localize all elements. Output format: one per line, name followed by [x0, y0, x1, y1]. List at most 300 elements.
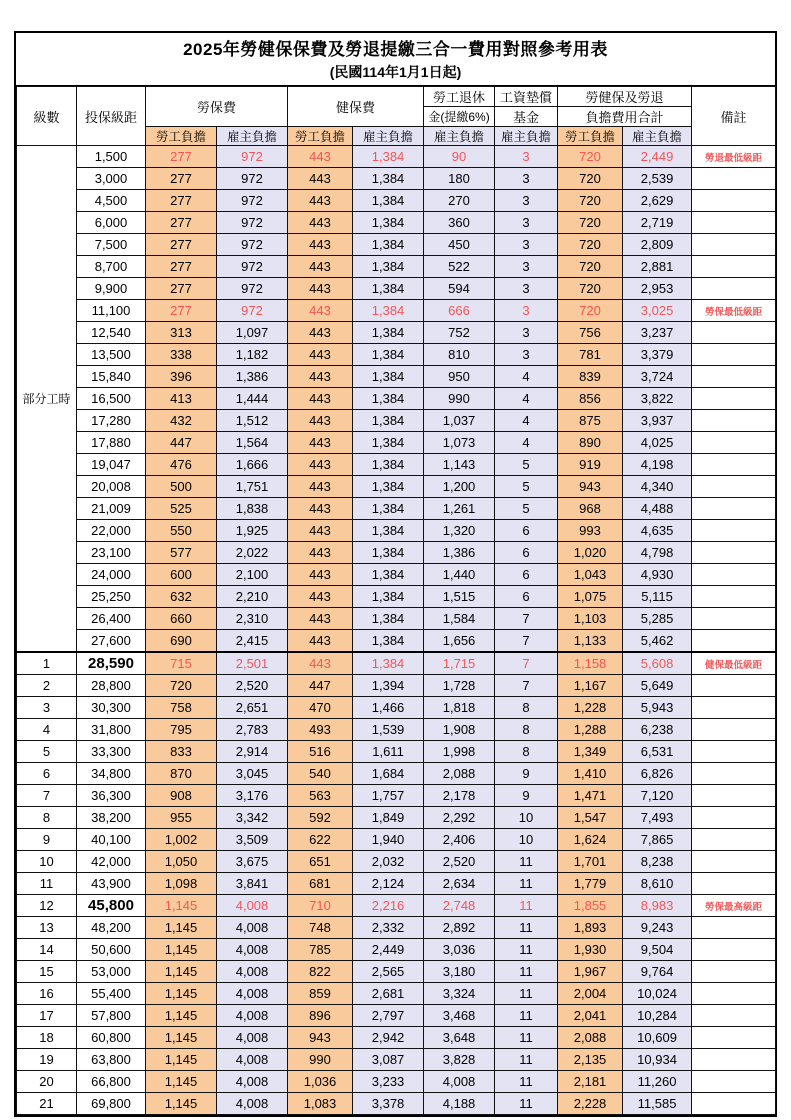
table-row: [17, 741, 776, 763]
table-row: [17, 410, 776, 432]
value-cell: 5,462: [623, 630, 692, 653]
value-cell: 8,610: [623, 873, 692, 895]
value-cell: 10,934: [623, 1049, 692, 1071]
value-cell: 1,384: [353, 344, 424, 366]
value-cell: 4,008: [424, 1071, 495, 1093]
bracket-cell: 60,800: [77, 1027, 146, 1049]
bracket-cell: 19,047: [77, 454, 146, 476]
value-cell: 1,444: [217, 388, 288, 410]
value-cell: 1,020: [558, 542, 623, 564]
value-cell: 1,145: [146, 939, 217, 961]
note-cell: [692, 697, 776, 719]
value-cell: 180: [424, 168, 495, 190]
value-cell: 443: [288, 212, 353, 234]
level-cell: 14: [17, 939, 77, 961]
value-cell: 1,967: [558, 961, 623, 983]
value-cell: 2,032: [353, 851, 424, 873]
note-cell: [692, 278, 776, 300]
table-row: [17, 212, 776, 234]
table-row: [17, 719, 776, 741]
level-cell: 1: [17, 652, 77, 675]
value-cell: 1,584: [424, 608, 495, 630]
value-cell: 2,415: [217, 630, 288, 653]
value-cell: 3: [495, 278, 558, 300]
value-cell: 875: [558, 410, 623, 432]
value-cell: 720: [558, 168, 623, 190]
value-cell: 1,930: [558, 939, 623, 961]
value-cell: 972: [217, 278, 288, 300]
bracket-cell: 17,880: [77, 432, 146, 454]
value-cell: 1,386: [424, 542, 495, 564]
value-cell: 2,100: [217, 564, 288, 586]
value-cell: 6,826: [623, 763, 692, 785]
value-cell: 3,176: [217, 785, 288, 807]
bracket-cell: 11,100: [77, 300, 146, 322]
value-cell: 4,798: [623, 542, 692, 564]
value-cell: 3,045: [217, 763, 288, 785]
value-cell: 1,838: [217, 498, 288, 520]
value-cell: 690: [146, 630, 217, 653]
value-cell: 1,320: [424, 520, 495, 542]
value-cell: 1,073: [424, 432, 495, 454]
note-cell: [692, 1005, 776, 1027]
value-cell: 822: [288, 961, 353, 983]
value-cell: 3,828: [424, 1049, 495, 1071]
value-cell: 943: [288, 1027, 353, 1049]
level-cell: 9: [17, 829, 77, 851]
value-cell: 1,075: [558, 586, 623, 608]
bracket-cell: 42,000: [77, 851, 146, 873]
value-cell: 5: [495, 454, 558, 476]
value-cell: 3,180: [424, 961, 495, 983]
header-labor-employer: 雇主負擔: [217, 127, 288, 146]
bracket-cell: 43,900: [77, 873, 146, 895]
bracket-cell: 40,100: [77, 829, 146, 851]
value-cell: 715: [146, 652, 217, 675]
value-cell: 4,025: [623, 432, 692, 454]
value-cell: 1,539: [353, 719, 424, 741]
value-cell: 2,124: [353, 873, 424, 895]
value-cell: 4: [495, 410, 558, 432]
value-cell: 5,115: [623, 586, 692, 608]
table-row: [17, 1049, 776, 1071]
value-cell: 1,998: [424, 741, 495, 763]
value-cell: 7: [495, 608, 558, 630]
value-cell: 11: [495, 873, 558, 895]
header-bracket: 投保級距: [77, 87, 146, 146]
value-cell: 11: [495, 961, 558, 983]
value-cell: 9: [495, 785, 558, 807]
value-cell: 1,182: [217, 344, 288, 366]
value-cell: 360: [424, 212, 495, 234]
header-total-line1: 勞健保及勞退: [558, 87, 692, 107]
value-cell: 10: [495, 807, 558, 829]
value-cell: 443: [288, 322, 353, 344]
bracket-cell: 30,300: [77, 697, 146, 719]
value-cell: 470: [288, 697, 353, 719]
value-cell: 11,585: [623, 1093, 692, 1115]
value-cell: 1,384: [353, 608, 424, 630]
table-row: [17, 608, 776, 630]
value-cell: 8: [495, 697, 558, 719]
value-cell: 2,332: [353, 917, 424, 939]
value-cell: 11: [495, 1049, 558, 1071]
table-row: [17, 1027, 776, 1049]
note-cell: 健保最低級距: [692, 652, 776, 675]
bracket-cell: 8,700: [77, 256, 146, 278]
value-cell: 1,384: [353, 322, 424, 344]
note-cell: [692, 564, 776, 586]
value-cell: 1,384: [353, 542, 424, 564]
value-cell: 896: [288, 1005, 353, 1027]
table-row: [17, 146, 776, 168]
level-cell: 20: [17, 1071, 77, 1093]
value-cell: 2,501: [217, 652, 288, 675]
value-cell: 11: [495, 1093, 558, 1115]
value-cell: 1,384: [353, 168, 424, 190]
value-cell: 10,284: [623, 1005, 692, 1027]
note-cell: [692, 719, 776, 741]
value-cell: 1,145: [146, 983, 217, 1005]
table-row: [17, 652, 776, 675]
bracket-cell: 63,800: [77, 1049, 146, 1071]
value-cell: 993: [558, 520, 623, 542]
note-cell: 勞保最低級距: [692, 300, 776, 322]
value-cell: 1,002: [146, 829, 217, 851]
value-cell: 9: [495, 763, 558, 785]
value-cell: 563: [288, 785, 353, 807]
value-cell: 2,892: [424, 917, 495, 939]
table-row: [17, 498, 776, 520]
bracket-cell: 25,250: [77, 586, 146, 608]
value-cell: 432: [146, 410, 217, 432]
table-row: [17, 851, 776, 873]
value-cell: 2,942: [353, 1027, 424, 1049]
value-cell: 4,635: [623, 520, 692, 542]
table-header: [17, 87, 776, 146]
table-row: [17, 542, 776, 564]
value-cell: 277: [146, 300, 217, 322]
value-cell: 3,822: [623, 388, 692, 410]
value-cell: 1,200: [424, 476, 495, 498]
value-cell: 2,210: [217, 586, 288, 608]
header-labor-insurance: 勞保費: [146, 87, 288, 127]
value-cell: 1,145: [146, 961, 217, 983]
value-cell: 443: [288, 278, 353, 300]
value-cell: 443: [288, 564, 353, 586]
value-cell: 666: [424, 300, 495, 322]
header-wage-fund-line1: 工資墊償: [495, 87, 558, 107]
table-row: [17, 1093, 776, 1115]
value-cell: 2,292: [424, 807, 495, 829]
value-cell: 1,349: [558, 741, 623, 763]
value-cell: 313: [146, 322, 217, 344]
value-cell: 493: [288, 719, 353, 741]
note-cell: [692, 234, 776, 256]
header-health-employer: 雇主負擔: [353, 127, 424, 146]
value-cell: 3,675: [217, 851, 288, 873]
value-cell: 7: [495, 675, 558, 697]
page-subtitle: (民國114年1月1日起): [329, 64, 462, 80]
value-cell: 2,088: [558, 1027, 623, 1049]
value-cell: 4: [495, 366, 558, 388]
value-cell: 710: [288, 895, 353, 917]
value-cell: 1,384: [353, 212, 424, 234]
bracket-cell: 33,300: [77, 741, 146, 763]
table-row: [17, 520, 776, 542]
value-cell: 1,384: [353, 652, 424, 675]
value-cell: 3,025: [623, 300, 692, 322]
table-row: [17, 586, 776, 608]
value-cell: 5,285: [623, 608, 692, 630]
note-cell: [692, 829, 776, 851]
table-row: [17, 256, 776, 278]
value-cell: 4,008: [217, 895, 288, 917]
value-cell: 447: [146, 432, 217, 454]
value-cell: 2,181: [558, 1071, 623, 1093]
table-row: [17, 322, 776, 344]
value-cell: 1,893: [558, 917, 623, 939]
bracket-cell: 26,400: [77, 608, 146, 630]
note-cell: [692, 983, 776, 1005]
value-cell: 1,133: [558, 630, 623, 653]
value-cell: 3,648: [424, 1027, 495, 1049]
table-row: [17, 829, 776, 851]
value-cell: 277: [146, 256, 217, 278]
value-cell: 1,818: [424, 697, 495, 719]
value-cell: 2,310: [217, 608, 288, 630]
note-cell: [692, 586, 776, 608]
value-cell: 3,509: [217, 829, 288, 851]
value-cell: 1,384: [353, 190, 424, 212]
value-cell: 795: [146, 719, 217, 741]
value-cell: 443: [288, 542, 353, 564]
value-cell: 2,449: [623, 146, 692, 168]
note-cell: [692, 256, 776, 278]
value-cell: 856: [558, 388, 623, 410]
bracket-cell: 21,009: [77, 498, 146, 520]
value-cell: 443: [288, 608, 353, 630]
bracket-cell: 1,500: [77, 146, 146, 168]
table-row: [17, 278, 776, 300]
value-cell: 443: [288, 190, 353, 212]
table-row: [17, 939, 776, 961]
value-cell: 443: [288, 234, 353, 256]
value-cell: 11: [495, 1071, 558, 1093]
value-cell: 2,797: [353, 1005, 424, 1027]
value-cell: 443: [288, 630, 353, 653]
value-cell: 443: [288, 168, 353, 190]
value-cell: 1,037: [424, 410, 495, 432]
level-cell: 16: [17, 983, 77, 1005]
value-cell: 4,488: [623, 498, 692, 520]
value-cell: 3,841: [217, 873, 288, 895]
bracket-cell: 12,540: [77, 322, 146, 344]
bracket-cell: 3,000: [77, 168, 146, 190]
value-cell: 10,609: [623, 1027, 692, 1049]
value-cell: 1,167: [558, 675, 623, 697]
value-cell: 839: [558, 366, 623, 388]
table-row: [17, 564, 776, 586]
value-cell: 2,783: [217, 719, 288, 741]
value-cell: 3: [495, 190, 558, 212]
reference-table-sheet: [14, 31, 777, 1117]
value-cell: 870: [146, 763, 217, 785]
note-cell: [692, 212, 776, 234]
value-cell: 5,943: [623, 697, 692, 719]
value-cell: 11: [495, 895, 558, 917]
value-cell: 1,384: [353, 300, 424, 322]
value-cell: 2,953: [623, 278, 692, 300]
value-cell: 2,881: [623, 256, 692, 278]
value-cell: 4,930: [623, 564, 692, 586]
value-cell: 1,145: [146, 1049, 217, 1071]
table-row: [17, 1005, 776, 1027]
value-cell: 90: [424, 146, 495, 168]
value-cell: 443: [288, 652, 353, 675]
value-cell: 277: [146, 168, 217, 190]
value-cell: 447: [288, 675, 353, 697]
value-cell: 443: [288, 146, 353, 168]
page-title: 2025年勞健保保費及勞退提繳三合一費用對照參考用表: [183, 40, 608, 59]
value-cell: 3,379: [623, 344, 692, 366]
note-cell: [692, 785, 776, 807]
note-cell: [692, 807, 776, 829]
table-row: [17, 785, 776, 807]
bracket-cell: 53,000: [77, 961, 146, 983]
value-cell: 720: [558, 300, 623, 322]
value-cell: 2,406: [424, 829, 495, 851]
value-cell: 11: [495, 983, 558, 1005]
value-cell: 11: [495, 1005, 558, 1027]
value-cell: 10: [495, 829, 558, 851]
value-cell: 1,849: [353, 807, 424, 829]
table-row: [17, 983, 776, 1005]
table-row: [17, 388, 776, 410]
value-cell: 4: [495, 388, 558, 410]
header-wage-fund-employer: 雇主負擔: [495, 127, 558, 146]
value-cell: 540: [288, 763, 353, 785]
value-cell: 6: [495, 564, 558, 586]
value-cell: 443: [288, 366, 353, 388]
value-cell: 1,261: [424, 498, 495, 520]
table-row: [17, 807, 776, 829]
value-cell: 1,925: [217, 520, 288, 542]
bracket-cell: 22,000: [77, 520, 146, 542]
value-cell: 270: [424, 190, 495, 212]
row-group-label: 部分工時: [17, 146, 77, 653]
value-cell: 7,865: [623, 829, 692, 851]
note-cell: [692, 741, 776, 763]
value-cell: 3: [495, 300, 558, 322]
bracket-cell: 23,100: [77, 542, 146, 564]
header-wage-fund-line2: 基金: [495, 107, 558, 127]
value-cell: 752: [424, 322, 495, 344]
value-cell: 7: [495, 652, 558, 675]
value-cell: 2,539: [623, 168, 692, 190]
value-cell: 2,520: [217, 675, 288, 697]
value-cell: 1,050: [146, 851, 217, 873]
level-cell: 5: [17, 741, 77, 763]
value-cell: 3,237: [623, 322, 692, 344]
note-cell: [692, 168, 776, 190]
value-cell: 1,471: [558, 785, 623, 807]
value-cell: 1,228: [558, 697, 623, 719]
value-cell: 4,008: [217, 1005, 288, 1027]
value-cell: 972: [217, 146, 288, 168]
header-total-line2: 負擔費用合計: [558, 107, 692, 127]
level-cell: 8: [17, 807, 77, 829]
value-cell: 413: [146, 388, 217, 410]
value-cell: 748: [288, 917, 353, 939]
bracket-cell: 9,900: [77, 278, 146, 300]
value-cell: 3: [495, 168, 558, 190]
value-cell: 1,043: [558, 564, 623, 586]
value-cell: 10,024: [623, 983, 692, 1005]
value-cell: 720: [558, 212, 623, 234]
value-cell: 1,515: [424, 586, 495, 608]
value-cell: 720: [558, 278, 623, 300]
value-cell: 1,656: [424, 630, 495, 653]
value-cell: 4,008: [217, 939, 288, 961]
value-cell: 443: [288, 300, 353, 322]
value-cell: 1,751: [217, 476, 288, 498]
value-cell: 592: [288, 807, 353, 829]
value-cell: 1,384: [353, 564, 424, 586]
value-cell: 338: [146, 344, 217, 366]
value-cell: 1,098: [146, 873, 217, 895]
note-cell: [692, 851, 776, 873]
value-cell: 2,135: [558, 1049, 623, 1071]
value-cell: 500: [146, 476, 217, 498]
value-cell: 2,809: [623, 234, 692, 256]
value-cell: 833: [146, 741, 217, 763]
note-cell: [692, 542, 776, 564]
value-cell: 396: [146, 366, 217, 388]
value-cell: 4,008: [217, 983, 288, 1005]
value-cell: 1,158: [558, 652, 623, 675]
note-cell: [692, 322, 776, 344]
value-cell: 6: [495, 520, 558, 542]
value-cell: 8: [495, 719, 558, 741]
value-cell: 1,728: [424, 675, 495, 697]
value-cell: 660: [146, 608, 217, 630]
bracket-cell: 17,280: [77, 410, 146, 432]
value-cell: 2,228: [558, 1093, 623, 1115]
value-cell: 955: [146, 807, 217, 829]
value-cell: 1,410: [558, 763, 623, 785]
level-cell: 18: [17, 1027, 77, 1049]
value-cell: 720: [558, 234, 623, 256]
value-cell: 1,083: [288, 1093, 353, 1115]
value-cell: 1,288: [558, 719, 623, 741]
value-cell: 5,608: [623, 652, 692, 675]
value-cell: 6: [495, 586, 558, 608]
bracket-cell: 55,400: [77, 983, 146, 1005]
value-cell: 3,724: [623, 366, 692, 388]
value-cell: 443: [288, 586, 353, 608]
table-row: [17, 873, 776, 895]
value-cell: 277: [146, 146, 217, 168]
level-cell: 19: [17, 1049, 77, 1071]
table-row: [17, 168, 776, 190]
note-cell: [692, 1027, 776, 1049]
level-cell: 10: [17, 851, 77, 873]
value-cell: 6,238: [623, 719, 692, 741]
value-cell: 3,036: [424, 939, 495, 961]
value-cell: 2,022: [217, 542, 288, 564]
bracket-cell: 50,600: [77, 939, 146, 961]
